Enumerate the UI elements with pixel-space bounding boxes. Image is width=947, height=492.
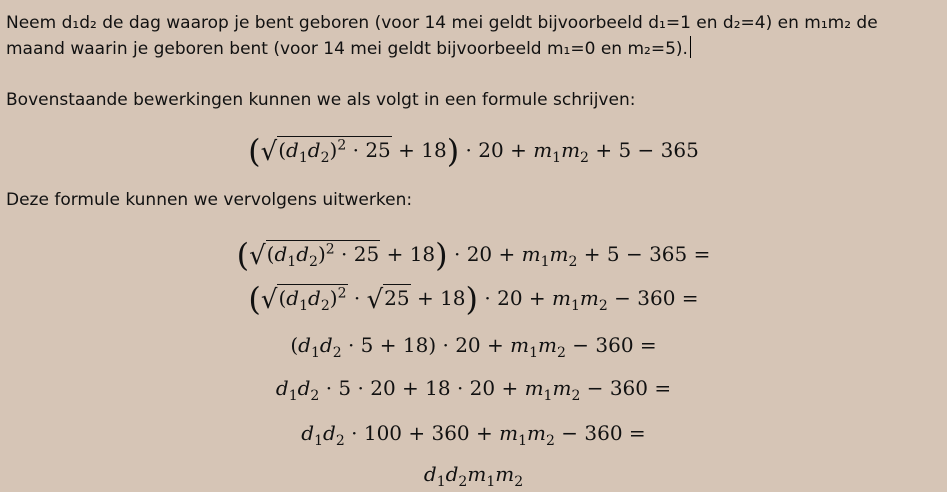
derivation-step-2: $(√(d_1d_2)^2 \cdot √25 + 18) \cdot 20 + m_1m_2 - 360$ = <box>248 280 699 318</box>
intro-text: Neem d₁d₂ de dag waarop je bent geboren (voor 14 mei geldt bijvoorbeeld d₁=1 en d₂=4) en m₁m₂ de maand waarin je geboren bent (voor 14 mei geldt bijvoorbeeld m₁=0 en m₂=5). <box>6 13 878 59</box>
derivation-intro-paragraph: Deze formule kunnen we vervolgens uitwerken: <box>6 190 413 210</box>
intro-paragraph <box>6 10 941 62</box>
derivation-step-5: $d_1d_2 \cdot 100 + 360 + m_1m_2 - 360$ = <box>301 421 646 449</box>
base-formula: $(√(d_1d_2)^2 \cdot 25 + 18) \cdot 20 + m_1m_2 + 5 - 365$ <box>248 132 699 170</box>
derivation-step-4: $d_1d_2 \cdot 5 \cdot 20 + 18 \cdot 20 + m_1m_2 - 360$ = <box>275 376 672 404</box>
derivation-result: $d_1d_2m_1m_2$ <box>423 462 524 490</box>
derivation-step-1: $(√(d_1d_2)^2 \cdot 25 + 18) \cdot 20 + m_1m_2 + 5 - 365$ = <box>236 236 711 274</box>
formula-intro-paragraph: Bovenstaande bewerkingen kunnen we als volgt in een formule schrijven: <box>6 90 636 110</box>
text-caret <box>690 36 691 58</box>
derivation-step-3: $(d_1d_2 \cdot 5 + 18) \cdot 20 + m_1m_2 - 360$ = <box>290 333 657 361</box>
